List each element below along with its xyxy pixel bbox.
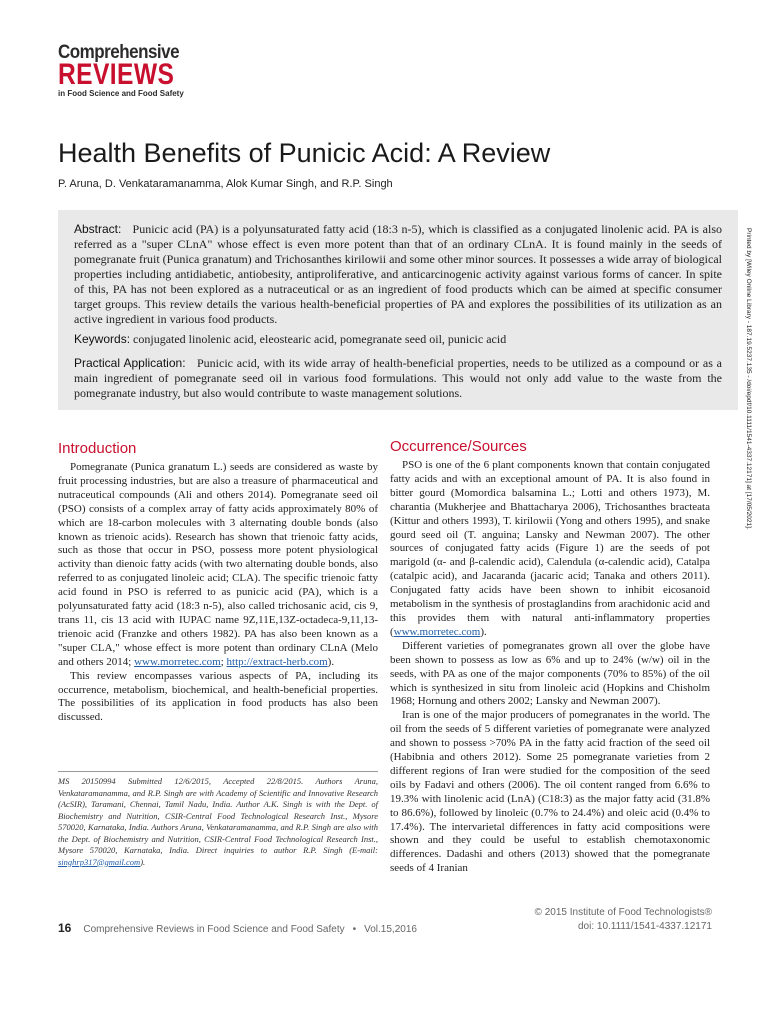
author-list: P. Aruna, D. Venkataramanamma, Alok Kumar Singh, and R.P. Singh <box>58 178 393 190</box>
occurrence-paragraph-2: Different varieties of pomegranates grown all over the globe have been shown to possess as low as 6% and up to 24% (w/w) oil in the seeds, with PA as one of the major components (70% to 85%) of the oil which is synthesized in situ from linoleic acid (Hopkins and Chisholm 1968; Hornung and others 2002; Lansky and Newman 2007). <box>390 639 710 708</box>
morretec-link[interactable]: www.morretec.com <box>134 655 221 668</box>
footer-journal-name: Comprehensive Reviews in Food Science and Food Safety <box>83 924 345 935</box>
introduction-paragraph-1: Pomegranate (Punica granatum L.) seeds are considered as waste by fruit processing industries, but are also a treasure of pharmaceutical and nutraceutical compounds (Ali and others 2014). Pomegranate seed oil (PSO) consists of a complex array of fatty acids approximately 80% of which are 18-carbon molecules with 3 alternating double bonds (also known as trienoic acids). Research has shown that trienoic fatty acids, such as those that occur in PSO, possess more potent physiological activity than dienoic fatty acids (with two alternating double bonds, also referred to as conjugated linoleic acid; CLA). The specific trienoic fatty acid found in PSO is referred to as punicic acid (PA), which is a polyunsaturated fatty acid (18:3 n-5), also called trichosanic acid, cis 9, trans 11, cis 13 acid with IUPAC name 9Z,11E,13Z-octadeca-9,11,13-trienoic acid (Franzke and others 1982). PA has also been known as a "super CLA," whose effect is more potent than ordinary CLnA (Melo and others 2014; www.morretec.com; http://extract-herb.com). <box>58 461 378 668</box>
doi: doi: 10.1111/1541-4337.12171 <box>577 921 712 932</box>
author-email-link[interactable]: singhrp317@gmail.com <box>58 856 141 867</box>
footer-bullet: • <box>352 924 357 935</box>
keywords-label: Keywords: <box>74 332 131 346</box>
keywords-paragraph <box>74 332 722 347</box>
footer-volume: Vol.15,2016 <box>364 924 417 935</box>
logo-line-reviews: REVIEWS <box>58 58 175 91</box>
download-stamp: Printed by [Wiley Online Library - 187.19.5237.135 - /doi/epdf/10.1111/1541-4337.12171] at [17/05/2021]. <box>745 228 752 530</box>
introduction-p1-text: Pomegranate (Punica granatum L.) seeds are considered as waste by fruit processing industries, but are also a treasure of pharmaceutical and nutraceutical compounds (Ali and others 2014). Pomegranate seed oil (PSO) consists of a complex array of fatty acids approximately 80% of which are 18-carbon molecules with 3 alternating double bonds (also known as trienoic acids). Research has shown that trienoic fatty acids, such as those that occur in PSO, possess more potent physiological activity than dienoic fatty acids (with two alternating double bonds, also referred to as conjugated linoleic acid; CLA). The specific trienoic fatty acid found in PSO is referred to as punicic acid (PA), which is a polyunsaturated fatty acid (18:3 n-5), also called trichosanic acid, cis 9, trans 11, cis 13 acid with IUPAC name 9Z,11E,13Z-octadeca-9,11,13-trienoic acid (Franzke and others 1982). PA has also been known as a "super CLA," whose effect is more potent than ordinary CLnA (Melo and others 2014; <box>58 461 378 668</box>
footnote: MS 20150994 Submitted 12/6/2015, Accepted 22/8/2015. Authors Aruna, Venkataramanamma, and R.P. Singh are with Academy of Scientific and Innovative Research (AcSIR), Taramani, Chennai, Tamil Nadu, India. Author A.K. Singh is with the Dept. of Biochemistry and Nutrition, CSIR-Central Food Technological Research Inst., Mysore 570020, Karnataka, India. Authors Aruna, Venkataramanamma, and R.P. Singh are also with the Dept. of Biochemistry and Nutrition, CSIR-Central Food Technological Research Inst., Mysore 570020, Karnataka, India. Direct inquiries to author R.P. Singh (E-mail: singhrp317@gmail.com). <box>58 776 378 867</box>
occurrence-paragraph-3: Iran is one of the major producers of pomegranates in the world. The oil from the seeds of 5 different varieties of pomegranate were analyzed and shown to possess >70% PA in the fatty acid fraction of the seed oil (Habibnia and others 2012). Some 25 pomegranate varieties from 2 different regions of Iran were studied for the composition of the seed oils by Fadavi and others (2006). The oil content ranged from 6.6% to 19.3% with linolenic acid (LnA) (C18:3) as the major fatty acid (31.8% to 86.6%), followed by linoleic (0.7% to 24.4%) and oleic acid (0.4% to 17.4%). The intervarietal differences in fatty acid compositions were shown and they could be useful to establish chemotaxonomic differences. Dadashi and others (2013) showed that the pomegranate seeds of 4 Iranian <box>390 709 710 875</box>
extract-herb-link[interactable]: http://extract-herb.com <box>226 655 328 668</box>
paper-title: Health Benefits of Punicic Acid: A Review <box>58 138 551 168</box>
footer-left <box>58 919 417 937</box>
abstract-paragraph <box>74 222 722 327</box>
occurrence-heading: Occurrence/Sources <box>390 438 527 455</box>
footer-right <box>535 906 712 934</box>
occurrence-p1-text: PSO is one of the 6 plant components known that contain conjugated fatty acids and with an exceptional amount of PA. It is also found in bitter gourd (Momordica balsamina L.; Lotti and others 1973), M. charantia (Mukherjee and Bhattacharya 2006), Trichosanthes bracteata (Kittur and others 1993), T. kirilowii (Yong and others 1995), and snake gourd seed oil (T. anguina; Lansky and Newman 2007). The other sources of conjugated fatty acids (Figure 1) are the seeds of pot marigold (α- and β-calendic acid), Calendula (α-calendic acid), Catalpa (catalpic acid), and Jacaranda (jacaric acid; Tanaka and others 2011). Conjugated fatty acids have been shown to inhibit eicosanoid metabolism in the synthesis of prostaglandins from arachidonic acid and this provides them with natural anti-inflammatory properties ( <box>390 459 710 638</box>
footnote-divider <box>58 771 378 772</box>
morretec-link-2[interactable]: www.morretec.com <box>393 625 481 638</box>
occurrence-paragraph-1: PSO is one of the 6 plant components known that contain conjugated fatty acids and with an exceptional amount of PA. It is also found in bitter gourd (Momordica balsamina L.; Lotti and others 1973), M. charantia (Mukherjee and Bhattacharya 2006), Trichosanthes bracteata (Kittur and others 1993), T. kirilowii (Yong and others 1995), and snake gourd seed oil (T. anguina; Lansky and Newman 2007). The other sources of conjugated fatty acids (Figure 1) are the seeds of pot marigold (α- and β-calendic acid), Calendula (α-calendic acid), Catalpa (catalpic acid), and Jacaranda (jacaric acid; Tanaka and others 2011). Conjugated fatty acids have been shown to inhibit eicosanoid metabolism in the synthesis of prostaglandins from arachidonic acid and this provides them with natural anti-inflammatory properties (www.morretec.com). <box>390 459 710 638</box>
introduction-heading: Introduction <box>58 440 137 457</box>
practical-application-text: Punicic acid, with its wide array of health-beneficial properties, needs to be utilized as a compound or as a main ingredient of pomegranate seed oil in various food formulations. This would not only add value to the waste from the pomegranate industry, but also would contribute to waste management solutions. <box>74 356 723 400</box>
abstract-text: Punicic acid (PA) is a polyunsaturated fatty acid (18:3 n-5), which is classified as a conjugated linolenic acid. PA is also referred as a "super CLnA" whose effect is even more potent than that of an ordinary CLnA. It is found mainly in the seeds of pomegranate fruit (Punica granatum) and Trichosanthes kirilowii and some other minor sources. It possesses a wide array of biological properties including antidiabetic, antiobesity, antiproliferative, and anticarcinogenic activity against various forms of cancer. In spite of this, PA has not been explored as a nutraceutical or as an ingredient of food products which can be aimed at specific consumer target groups. This review details the various health-beneficial properties of PA and explores the possibilities of its utilization as an active ingredient in various food products. <box>74 222 722 326</box>
footnote-text: MS 20150994 Submitted 12/6/2015, Accepted 22/8/2015. Authors Aruna, Venkataramanamma, and R.P. Singh are with Academy of Scientific and Innovative Research (AcSIR), Taramani, Chennai, Tamil Nadu, India. Author A.K. Singh is with the Dept. of Biochemistry and Nutrition, CSIR-Central Food Technological Research Inst., Mysore 570020, Karnataka, India. Authors Aruna, Venkataramanamma, and R.P. Singh are also with the Dept. of Biochemistry and Nutrition, CSIR-Central Food Technological Research Inst., Mysore 570020, Karnataka, India. Direct inquiries to author R.P. Singh (E-mail: <box>58 776 378 855</box>
copyright-notice: © 2015 Institute of Food Technologists® <box>534 907 712 918</box>
left-column <box>58 440 378 725</box>
logo-line-comprehensive: Comprehensive <box>58 40 180 63</box>
page-number: 16 <box>58 921 72 935</box>
logo-line-subtitle: in Food Science and Food Safety <box>58 89 184 98</box>
practical-application-paragraph <box>74 356 722 401</box>
introduction-paragraph-2: This review encompasses various aspects of PA, including its occurrence, metabolism, biochemical, and health-beneficial properties. The possibilities of its application in food products has also been discussed. <box>58 669 378 724</box>
abstract-box <box>58 210 738 410</box>
right-column <box>390 438 710 876</box>
practical-application-label: Practical Application: <box>74 356 186 370</box>
journal-logo <box>58 42 200 98</box>
keywords-text: conjugated linolenic acid, eleostearic acid, pomegranate seed oil, punicic acid <box>133 332 507 346</box>
abstract-label: Abstract: <box>74 222 122 236</box>
